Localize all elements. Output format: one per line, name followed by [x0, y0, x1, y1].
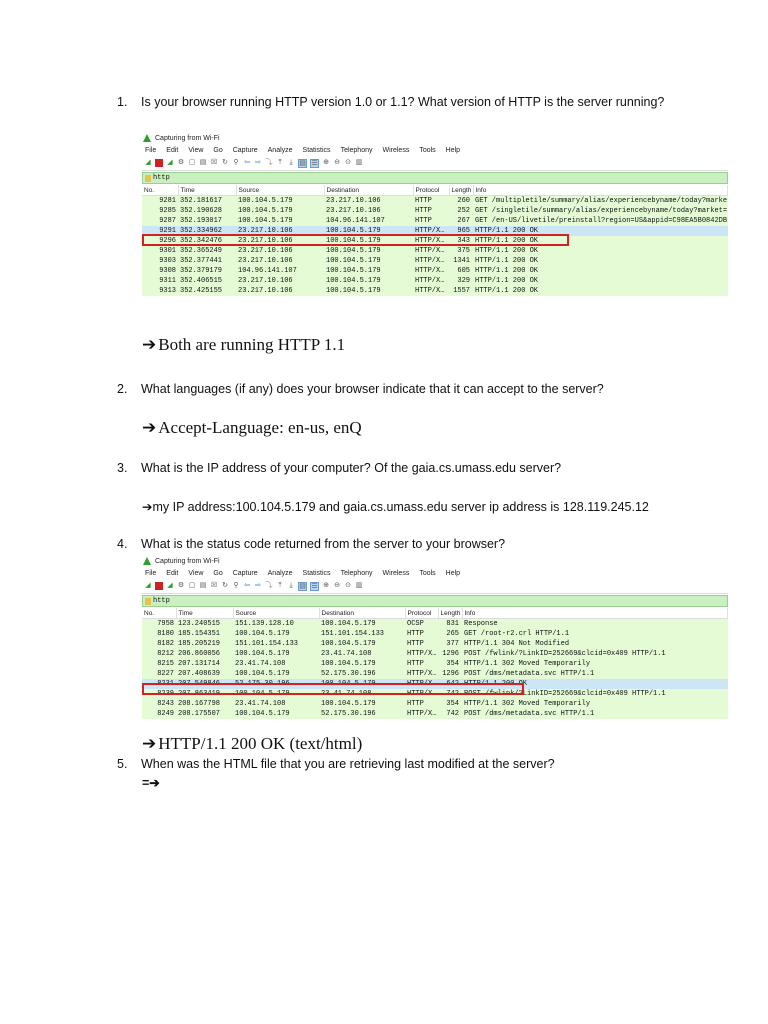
toolbar [142, 156, 728, 171]
menu-item-wireless[interactable]: Wireless [382, 569, 410, 577]
packet-row[interactable] [142, 206, 728, 216]
bookmark-icon [145, 175, 151, 182]
close-file-icon[interactable]: ☒ [210, 159, 218, 166]
packet-cell-time: 208.175507 [176, 709, 233, 719]
packet-cell-source: 100.104.5.179 [233, 689, 319, 699]
packet-cell-no: 9287 [142, 216, 178, 226]
packet-row[interactable] [142, 266, 728, 276]
packet-cell-time: 208.167798 [176, 699, 233, 709]
packet-cell-destination: 100.104.5.179 [324, 286, 413, 296]
window-titlebar [142, 132, 728, 144]
packet-cell-source: 151.101.154.133 [233, 639, 319, 649]
packet-cell-no: 9301 [142, 246, 178, 256]
packet-cell-no: 9285 [142, 206, 178, 216]
packet-cell-protocol: HTTP/X… [407, 680, 437, 688]
question-1 [117, 95, 664, 109]
packet-cell-destination: 100.104.5.179 [319, 639, 405, 649]
packet-cell-no: 7958 [142, 619, 176, 630]
answer-5: =➔ [142, 776, 160, 790]
goto-icon[interactable]: ⤵ [265, 582, 273, 589]
arrow-icon: ➔ [142, 734, 157, 754]
packet-cell-info: HTTP/1.1 200 OK [473, 236, 728, 246]
forward-icon[interactable]: ⇨ [255, 159, 261, 166]
packet-row[interactable] [142, 699, 728, 709]
packet-cell-no: 9296 [142, 236, 178, 246]
packet-cell-no: 8227 [142, 669, 176, 679]
packet-cell-source: 104.96.141.107 [236, 266, 324, 276]
save-file-icon[interactable]: ▤ [199, 582, 207, 589]
packet-cell-source: 100.104.5.179 [233, 629, 319, 639]
open-file-icon[interactable]: ▢ [188, 159, 196, 166]
packet-row[interactable] [142, 256, 728, 266]
packet-row[interactable] [142, 276, 728, 286]
menu-bar [142, 144, 728, 156]
packet-list [142, 608, 728, 719]
shark-fin-start-icon[interactable]: ◢ [145, 582, 151, 589]
packet-cell-time: 206.860056 [176, 649, 233, 659]
packet-cell-no: 9308 [142, 266, 178, 276]
menu-item-view[interactable]: View [188, 146, 204, 154]
packet-cell-protocol: HTTP/X… [413, 256, 449, 266]
packet-cell-length: 377 [438, 639, 462, 649]
wireshark-screenshot-2 [142, 555, 728, 731]
packet-cell-time: 207.863419 [176, 689, 233, 699]
question-2 [117, 382, 604, 396]
packet-row[interactable] [142, 196, 728, 207]
packet-cell-info: POST /dms/metadata.svc HTTP/1.1 [462, 669, 728, 679]
packet-cell-info: HTTP/1.1 200 OK [473, 256, 728, 266]
menu-item-edit[interactable]: Edit [166, 146, 179, 154]
question-number: 4. [117, 537, 128, 551]
packet-cell-info: GET /en-US/livetile/preinstall?region=US&appid=C98EA5B0842DB [475, 217, 728, 225]
column-header-time[interactable]: Time [178, 185, 236, 196]
menu-item-help[interactable]: Help [445, 146, 461, 154]
packet-cell-no: 8215 [142, 659, 176, 669]
menu-item-view[interactable]: View [188, 569, 204, 577]
menu-item-telephony[interactable]: Telephony [340, 146, 373, 154]
packet-cell-protocol: HTTP/X… [407, 710, 437, 718]
menu-bar [142, 567, 728, 579]
packet-cell-info: POST /fwlink/?LinkID=252669&clcid=0x409 HTTP/1.1 [462, 689, 728, 699]
packet-cell-length: 605 [449, 266, 473, 276]
wireshark-fin-icon [143, 134, 151, 142]
find-icon[interactable]: ⚲ [233, 582, 239, 589]
packet-cell-protocol: HTTP [405, 659, 438, 669]
answer-text: my IP address:100.104.5.179 and gaia.cs.umass.edu server ip address is 128.119.245.12 [152, 500, 649, 514]
question-text: What is the IP address of your computer? Of the gaia.cs.umass.edu server? [141, 461, 562, 475]
menu-item-telephony[interactable]: Telephony [340, 569, 373, 577]
packet-cell-no: 8239 [142, 689, 176, 699]
column-header-destination[interactable]: Destination [319, 608, 405, 619]
packet-cell-info: POST /fwlink/?LinkID=252669&clcid=0x409 HTTP/1.1 [462, 649, 728, 659]
arrow-icon: ➔ [142, 418, 157, 438]
packet-cell-source: 23.217.10.106 [236, 226, 324, 236]
colorize-icon[interactable]: ☰ [311, 159, 318, 167]
packet-cell-length: 1557 [449, 286, 473, 296]
packet-cell-info: HTTP/1.1 200 OK [473, 246, 728, 256]
packet-cell-time: 207.408639 [176, 669, 233, 679]
first-icon[interactable]: ⤒ [278, 159, 282, 166]
menu-item-capture[interactable]: Capture [232, 146, 258, 154]
packet-cell-info: GET /root-r2.crl HTTP/1.1 [462, 629, 728, 639]
packet-cell-protocol: HTTP [405, 629, 438, 639]
question-text: When was the HTML file that you are retrieving last modified at the server? [141, 757, 555, 771]
packet-cell-destination: 100.104.5.179 [324, 266, 413, 276]
packet-cell-time: 185.154351 [176, 629, 233, 639]
packet-cell-source: 100.104.5.179 [233, 669, 319, 679]
packet-cell-time: 352.365249 [178, 246, 236, 256]
packet-cell-length: 252 [449, 206, 473, 216]
packet-cell-source: 23.217.10.106 [236, 286, 324, 296]
find-icon[interactable]: ⚲ [233, 159, 239, 166]
packet-cell-destination: 100.104.5.179 [324, 226, 413, 236]
packet-cell-protocol: HTTP/X… [413, 236, 449, 246]
packet-cell-source: 100.104.5.179 [233, 649, 319, 659]
packet-cell-destination: 100.104.5.179 [324, 256, 413, 266]
column-header-info[interactable]: Info [473, 185, 728, 196]
menu-item-statistics[interactable]: Statistics [302, 146, 331, 154]
menu-item-analyze[interactable]: Analyze [267, 146, 293, 154]
packet-cell-length: 1296 [438, 649, 462, 659]
packet-cell-destination: 23.41.74.108 [319, 649, 405, 659]
packet-cell-length: 742 [438, 689, 462, 699]
zoom-reset-icon[interactable]: ⊙ [345, 159, 351, 166]
packet-cell-info: HTTP/1.1 302 Moved Temporarily [462, 699, 728, 709]
packet-cell-protocol: HTTP/X… [407, 650, 437, 658]
forward-icon[interactable]: ⇨ [255, 582, 261, 589]
highlight-box [142, 683, 524, 695]
packet-cell-destination: 100.104.5.179 [319, 619, 405, 630]
restart-capture-icon[interactable]: ◢ [167, 159, 173, 166]
menu-item-file[interactable]: File [145, 569, 157, 577]
column-header-destination[interactable]: Destination [324, 185, 413, 196]
question-text: Is your browser running HTTP version 1.0 or 1.1? What version of HTTP is the server running? [141, 95, 665, 109]
toolbar [142, 579, 728, 594]
close-file-icon[interactable]: ☒ [210, 582, 218, 589]
packet-cell-length: 642 [438, 679, 462, 689]
packet-row[interactable] [142, 709, 728, 719]
zoom-reset-icon[interactable]: ⊙ [345, 582, 351, 589]
packet-cell-time: 185.205219 [176, 639, 233, 649]
goto-icon[interactable]: ⤵ [265, 159, 273, 166]
zoom-in-icon[interactable]: ⊕ [323, 582, 329, 589]
packet-cell-destination: 104.96.141.107 [324, 216, 413, 226]
question-number: 2. [117, 382, 128, 396]
packet-cell-protocol: HTTP [413, 216, 449, 226]
open-file-icon[interactable]: ▢ [188, 582, 196, 589]
packet-cell-length: 265 [438, 629, 462, 639]
packet-cell-info: Response [462, 619, 728, 630]
packet-cell-protocol: HTTP/X… [413, 276, 449, 286]
answer-2 [142, 418, 362, 438]
packet-cell-destination: 100.104.5.179 [324, 246, 413, 256]
packet-row[interactable] [142, 216, 728, 226]
zoom-in-icon[interactable]: ⊕ [323, 159, 329, 166]
packet-cell-time: 123.240515 [176, 619, 233, 630]
packet-cell-source: 23.217.10.106 [236, 256, 324, 266]
menu-item-edit[interactable]: Edit [166, 569, 179, 577]
menu-item-analyze[interactable]: Analyze [267, 569, 293, 577]
packet-cell-no: 8182 [142, 639, 176, 649]
autoscroll-icon[interactable]: ▤ [299, 582, 306, 590]
packet-row[interactable] [142, 659, 728, 669]
packet-cell-source: 100.104.5.179 [233, 709, 319, 719]
menu-item-go[interactable]: Go [213, 146, 223, 154]
packet-cell-time: 352.342476 [178, 236, 236, 246]
packet-cell-no: 9303 [142, 256, 178, 266]
packet-cell-source: 100.104.5.179 [236, 196, 324, 207]
options-gear-icon[interactable]: ⚙ [177, 159, 185, 166]
question-text: What languages (if any) does your browser indicate that it can accept to the server? [141, 382, 604, 396]
wireshark-fin-icon [143, 557, 151, 565]
packet-cell-no: 9281 [142, 196, 178, 207]
packet-cell-destination: 23.217.10.106 [324, 196, 413, 207]
column-header-length[interactable]: Length [449, 185, 473, 196]
packet-cell-length: 267 [449, 216, 473, 226]
packet-cell-info: HTTP/1.1 200 OK [473, 226, 728, 236]
packet-cell-length: 965 [449, 226, 473, 236]
resize-columns-icon[interactable]: ▥ [355, 159, 363, 166]
packet-cell-source: 23.41.74.108 [233, 699, 319, 709]
save-file-icon[interactable]: ▤ [199, 159, 207, 166]
packet-cell-protocol: HTTP [413, 196, 449, 207]
first-icon[interactable]: ⤒ [278, 582, 282, 589]
packet-cell-info: HTTP/1.1 200 OK [462, 679, 728, 689]
display-filter-bar[interactable] [142, 172, 728, 184]
packet-row[interactable] [142, 629, 728, 639]
packet-cell-length: 831 [438, 619, 462, 630]
column-header-protocol[interactable]: Protocol [405, 608, 438, 619]
display-filter-bar[interactable] [142, 595, 728, 607]
question-5 [117, 757, 555, 771]
last-icon[interactable]: ⤓ [289, 582, 293, 589]
packet-cell-destination: 100.104.5.179 [324, 276, 413, 286]
packet-cell-protocol: HTTP/X… [413, 266, 449, 276]
packet-cell-info: HTTP/1.1 200 OK [473, 276, 728, 286]
packet-cell-length: 375 [449, 246, 473, 256]
arrow-icon: ➔ [142, 499, 153, 514]
menu-item-help[interactable]: Help [445, 569, 461, 577]
question-4 [117, 537, 505, 551]
packet-cell-time: 352.425155 [178, 286, 236, 296]
packet-cell-source: 52.175.30.196 [233, 679, 319, 689]
arrow-icon: ➔ [142, 335, 157, 355]
menu-item-tools[interactable]: Tools [419, 569, 436, 577]
column-header-no[interactable]: No. [142, 608, 176, 619]
answer-text: HTTP/1.1 200 OK (text/html) [158, 734, 363, 753]
packet-cell-source: 100.104.5.179 [236, 216, 324, 226]
packet-cell-source: 23.217.10.106 [236, 276, 324, 286]
packet-cell-source: 23.217.10.106 [236, 236, 324, 246]
packet-cell-length: 742 [438, 709, 462, 719]
packet-cell-info: HTTP/1.1 304 Not Modified [462, 639, 728, 649]
back-icon[interactable]: ⇦ [244, 582, 250, 589]
packet-cell-protocol: HTTP/X… [407, 670, 437, 678]
packet-cell-destination: 52.175.30.196 [319, 709, 405, 719]
options-gear-icon[interactable]: ⚙ [177, 582, 185, 589]
bookmark-icon [145, 598, 151, 605]
question-number: 1. [117, 95, 128, 109]
packet-cell-protocol: HTTP/X… [413, 246, 449, 256]
packet-cell-protocol: OCSP [405, 619, 438, 630]
column-header-source[interactable]: Source [233, 608, 319, 619]
packet-cell-protocol: HTTP/X… [407, 690, 437, 698]
packet-cell-length: 260 [449, 196, 473, 207]
display-filter-text: http [153, 597, 170, 605]
packet-cell-length: 329 [449, 276, 473, 286]
window-title: Capturing from Wi-Fi [155, 134, 220, 142]
answer-text: Accept-Language: en-us, enQ [158, 418, 362, 437]
column-header-no[interactable]: No. [142, 185, 178, 196]
column-header-protocol[interactable]: Protocol [413, 185, 449, 196]
packet-cell-destination: 23.41.74.108 [319, 689, 405, 699]
packet-row[interactable] [142, 639, 728, 649]
packet-cell-source: 100.104.5.179 [236, 206, 324, 216]
packet-cell-info: HTTP/1.1 200 OK [473, 266, 728, 276]
window-titlebar [142, 555, 728, 567]
packet-cell-info: HTTP/1.1 302 Moved Temporarily [462, 659, 728, 669]
autoscroll-icon[interactable]: ▤ [299, 159, 306, 167]
column-header-length[interactable]: Length [438, 608, 462, 619]
column-header-time[interactable]: Time [176, 608, 233, 619]
packet-cell-protocol: HTTP/X… [413, 226, 449, 236]
packet-cell-time: 352.334962 [178, 226, 236, 236]
packet-row[interactable] [142, 246, 728, 256]
packet-cell-no: 8243 [142, 699, 176, 709]
packet-cell-source: 151.139.128.10 [233, 619, 319, 630]
menu-item-wireless[interactable]: Wireless [382, 146, 410, 154]
packet-cell-length: 1296 [438, 669, 462, 679]
packet-cell-time: 352.377441 [178, 256, 236, 266]
packet-cell-time: 352.406515 [178, 276, 236, 286]
packet-cell-destination: 100.104.5.179 [319, 679, 405, 689]
packet-cell-protocol: HTTP [413, 206, 449, 216]
window-title: Capturing from Wi-Fi [155, 557, 220, 565]
stop-capture-icon[interactable] [155, 159, 163, 167]
packet-row[interactable] [142, 649, 728, 659]
last-icon[interactable]: ⤓ [289, 159, 293, 166]
packet-cell-no: 9311 [142, 276, 178, 286]
packet-cell-no: 8212 [142, 649, 176, 659]
packet-cell-time: 352.190628 [178, 206, 236, 216]
menu-item-capture[interactable]: Capture [232, 569, 258, 577]
stop-capture-icon[interactable] [155, 582, 163, 590]
packet-cell-no: 8180 [142, 629, 176, 639]
packet-cell-destination: 100.104.5.179 [324, 236, 413, 246]
menu-item-go[interactable]: Go [213, 569, 223, 577]
answer-4 [142, 734, 362, 754]
highlight-box [142, 234, 569, 246]
packet-row[interactable] [142, 669, 728, 679]
answer-1 [142, 335, 345, 355]
packet-cell-info: GET /multipletile/summary/alias/experiencebyname/today?marke [475, 197, 728, 205]
restart-capture-icon[interactable]: ◢ [167, 582, 173, 589]
packet-row[interactable] [142, 286, 728, 296]
answer-text: Both are running HTTP 1.1 [158, 335, 346, 354]
packet-cell-protocol: HTTP/X… [413, 286, 449, 296]
packet-cell-time: 352.193017 [178, 216, 236, 226]
packet-cell-destination: 151.101.154.133 [319, 629, 405, 639]
menu-item-statistics[interactable]: Statistics [302, 569, 331, 577]
zoom-out-icon[interactable]: ⊖ [334, 582, 340, 589]
packet-cell-length: 354 [438, 659, 462, 669]
packet-cell-info: GET /singletile/summary/alias/experiencebyname/today?market= [475, 207, 728, 215]
packet-row[interactable] [142, 619, 728, 630]
reload-icon[interactable]: ↻ [222, 159, 228, 166]
packet-cell-time: 207.131714 [176, 659, 233, 669]
packet-cell-no: 8249 [142, 709, 176, 719]
question-text: What is the status code returned from the server to your browser? [141, 537, 506, 551]
packet-cell-destination: 23.217.10.106 [324, 206, 413, 216]
question-number: 3. [117, 461, 128, 475]
answer-3 [142, 499, 649, 514]
packet-cell-info: POST /dms/metadata.svc HTTP/1.1 [462, 709, 728, 719]
display-filter-text: http [153, 174, 170, 182]
packet-cell-no: 8231 [142, 679, 176, 689]
packet-cell-time: 352.181617 [178, 196, 236, 207]
menu-item-tools[interactable]: Tools [419, 146, 436, 154]
packet-cell-length: 354 [438, 699, 462, 709]
packet-cell-info: HTTP/1.1 200 OK [473, 286, 728, 296]
question-3 [117, 461, 561, 475]
packet-cell-protocol: HTTP [405, 699, 438, 709]
resize-columns-icon[interactable]: ▥ [355, 582, 363, 589]
packet-cell-destination: 100.104.5.179 [319, 699, 405, 709]
reload-icon[interactable]: ↻ [222, 582, 228, 589]
zoom-out-icon[interactable]: ⊖ [334, 159, 340, 166]
packet-cell-time: 352.379179 [178, 266, 236, 276]
packet-cell-source: 23.217.10.106 [236, 246, 324, 256]
packet-cell-destination: 100.104.5.179 [319, 659, 405, 669]
packet-cell-length: 1341 [449, 256, 473, 266]
question-number: 5. [117, 757, 128, 771]
packet-cell-protocol: HTTP [405, 639, 438, 649]
colorize-icon[interactable]: ☰ [311, 582, 318, 590]
shark-fin-start-icon[interactable]: ◢ [145, 159, 151, 166]
packet-cell-destination: 52.175.30.196 [319, 669, 405, 679]
packet-cell-no: 9313 [142, 286, 178, 296]
column-header-info[interactable]: Info [462, 608, 728, 619]
wireshark-screenshot-1 [142, 132, 728, 315]
packet-cell-source: 23.41.74.108 [233, 659, 319, 669]
packet-cell-length: 343 [449, 236, 473, 246]
packet-cell-time: 207.549846 [176, 679, 233, 689]
back-icon[interactable]: ⇦ [244, 159, 250, 166]
column-header-source[interactable]: Source [236, 185, 324, 196]
menu-item-file[interactable]: File [145, 146, 157, 154]
packet-cell-no: 9291 [142, 226, 178, 236]
